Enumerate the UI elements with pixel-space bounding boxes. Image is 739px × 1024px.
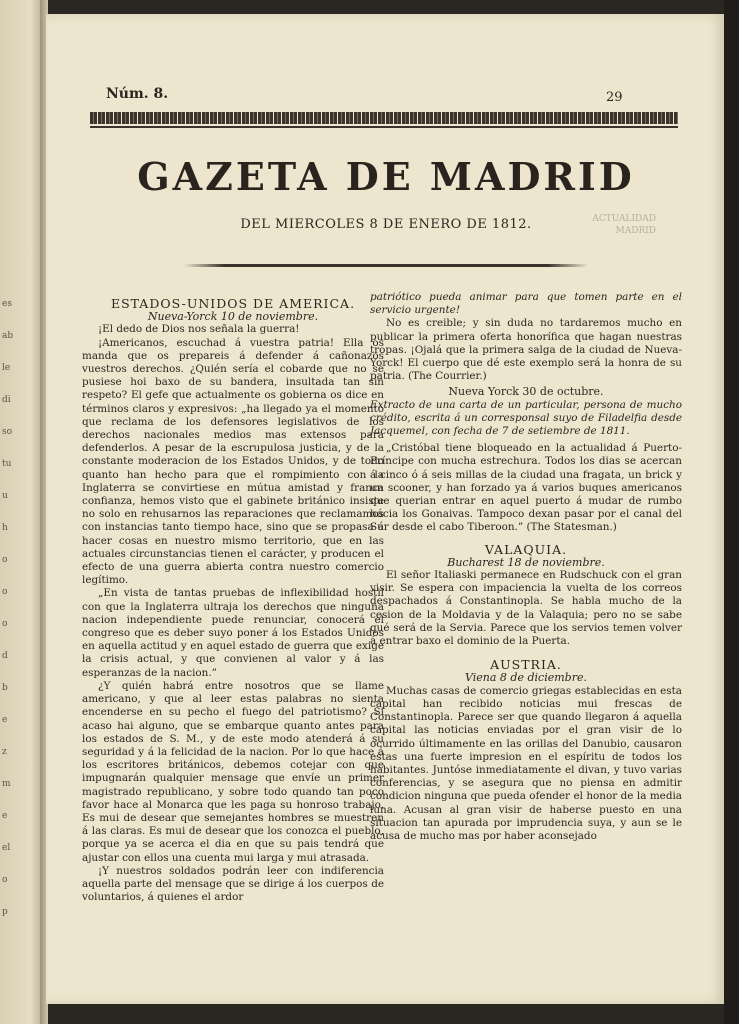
left-page-fragment: d — [2, 651, 8, 661]
paragraph: Muchas casas de comercio griegas establecidas en esta capital han recibido noticias mui frescas de Constantinopla. Parece ser que quando llegaron á aquella capital las noticias enviadas por el gran visir de lo ocurrido últimamente en las orillas del Danubio, causaron estas una fuerte impresion en el espíritu de todos los habitantes. Juntóse inmediatamente el divan, y tuvo varias conferencias, y se asegura que no piensa en admitir condicion ninguna que pueda ofender el honor de la media luna. Acusan al gran visir de haberse puesto en una situacion tan apurada por imprudencia suya, y aun se le acusa de mucho mas por haber aconsejado — [370, 684, 682, 842]
left-page-fragment: so — [2, 427, 13, 437]
paragraph: „Cristóbal tiene bloqueado en la actualidad á Puerto-Príncipe con mucha estrechura. Todos los dias se acercan á cinco ó á seis millas de la ciudad una fragata, un brick y un scooner, y han forzado ya á varios buques americanos que querian entrar en aquel puerto á mudar de rumbo hácia los Gonaivas. Tampoco dexan pasar por el canal del Sur desde el cabo Tiberoon.” (The Statesman.) — [370, 442, 682, 534]
paragraph: ¡El dedo de Dios nos señala la guerra! — [98, 323, 300, 336]
background-edge — [724, 0, 739, 1024]
left-page-fragment: ab — [2, 331, 14, 341]
masthead-title: GAZETA DE MADRID — [137, 154, 635, 199]
header-separator — [184, 264, 588, 267]
newspaper-page — [46, 14, 724, 1004]
left-page-fragment: z — [2, 747, 7, 757]
dateline-sub: Viena 8 de diciembre. — [465, 671, 587, 685]
column-left — [82, 297, 384, 904]
left-page-fragment: le — [2, 363, 11, 373]
left-page-fragment: o — [2, 587, 8, 597]
library-stamp — [566, 214, 656, 237]
left-page-fragment: o — [2, 875, 8, 885]
left-page-fragment: o — [2, 619, 8, 629]
dateline: DEL MIERCOLES 8 DE ENERO DE 1812. — [240, 217, 532, 232]
paragraph: ¿Y quién habrá entre nosotros que se llame americano, y que al leer estas palabras no sienta encenderse en su pecho el fuego del patriotismo? Si acaso hai alguno, que se embarque quanto antes para los estados de S. M., y de este modo atenderá á su seguridad y á la felicidad de la nacion. Por lo que hace á los escritores británicos, debemos cotejar con que impugnarán qualquier mensage que envíe un primer magistrado republicano, y sobre todo quando tan poco favor hace al Monarca que les paga su honroso trabajo. Es mui de desear que semejantes hombres se muestren á las claras. Es mui de desear que los conozca el pueblo, porque ya se acerca el dia en que su pais tendrá que ajustar con ellos una cuenta mui larga y mui atrasada. — [82, 679, 384, 864]
left-page-fragment: m — [2, 779, 11, 789]
left-page-fragment: h — [2, 523, 8, 533]
left-page-fragment: o — [2, 555, 8, 565]
paragraph: El señor Italiaski permanece en Rudschuck con el gran visir. Se espera con impaciencia la vuelta de los correos despachados á Constantinopla. Se habla mucho de la cesion de la Moldavia y de la Valaquia; pero no se sabe qué será de la Servia. Parece que los servios temen volver á entrar baxo el dominio de la Puerta. — [370, 569, 682, 648]
paragraph-continued: patriótico pueda animar para que tomen parte en el servicio urgente! — [370, 291, 682, 317]
stamp-line: MADRID — [615, 225, 656, 236]
left-page-fragment: u — [2, 491, 8, 501]
left-page-fragment: e — [2, 715, 8, 725]
left-page-fragment: es — [2, 299, 12, 309]
paragraph: No es creible; y sin duda no tardaremos mucho en publicar la primera oferta honorífica que hagan nuestras tropas. ¡Ojalá que la primera salga de la ciudad de Nueva-Yorck! El cuerpo que dé este exemplo será la honra de su patria. (The Courrier.) — [370, 317, 682, 383]
left-page-fragment: p — [2, 907, 8, 917]
stamp-line: ACTUALIDAD — [592, 214, 656, 224]
paragraph: ¡Americanos, escuchad á vuestra patria! Ella os manda que os prepareis á defender á cañonazos vuestros derechos. ¿Quién sería el cobarde que no se pusiese hoi baxo de su bandera, insultada tan sin respeto? El gefe que actualmente os gobierna os dice en términos claros y expresivos: „ha llegado ya el momento que reclama de los defensores legislativos de los derechos nacionales medios mas extensos para defenderlos. A pesar de la escrupulosa justicia, y de la constante moderacion de los Estados Unidos, y de todo quanto han hecho para que el rompimiento con la Inglaterra se convirtiese en mútua amistad y franca confianza, hemos visto que el gabinete británico insiste no solo en rehusarnos las reparaciones que reclamamos con instancias tanto tiempo hace, sino que se propasa á hacer cosas en nuestro mismo territorio, que en las actuales circunstancias tienen el carácter, y producen el efecto de una guerra abierta contra nuestro comercio legítimo. — [82, 336, 384, 587]
dateline-sub: Nueva-Yorck 10 de noviembre. — [147, 310, 319, 324]
paragraph: „En vista de tantas pruebas de inflexibilidad hostil con que la Inglaterra ultraja los derechos que ninguna nacion independiente puede renunciar, conocerá el congreso que es deber suyo poner á los Estados Unidos en aquella actitud y en aquel estado de guerra que exige la crisis actual, y que convienen al valor y á las esperanzas de la nacion.” — [82, 587, 384, 679]
issue-number: Núm. 8. — [106, 86, 169, 102]
left-page-edge — [0, 0, 44, 1024]
paragraph: ¡Y nuestros soldados podrán leer con indiferencia aquella parte del mensage que se dirige á los cuerpos de voluntarios, á quienes el ardor — [82, 864, 384, 904]
left-page-fragment: e — [2, 811, 8, 821]
ornamental-rule — [90, 112, 678, 124]
left-page-fragment: tu — [2, 459, 12, 469]
left-page-fragment: di — [2, 395, 11, 405]
section-heading: ESTADOS-UNIDOS DE AMERICA. — [110, 296, 356, 311]
rule-line — [90, 126, 678, 128]
column-right — [370, 291, 682, 843]
section-heading-austria: AUSTRIA. — [490, 657, 562, 673]
section-heading-valaquia: VALAQUIA. — [484, 541, 568, 557]
dateline-sub: Nueva Yorck 30 de octubre. — [448, 385, 604, 399]
dateline-sub: Bucharest 18 de noviembre. — [447, 555, 605, 569]
left-page-fragment: b — [2, 683, 8, 693]
left-page-fragment: el — [2, 843, 11, 853]
extract-heading: Extracto de una carta de un particular, persona de mucho crédito, escrita á un corresponsal suyo de Filadelfia desde Jacquemel, con fecha de 7 de setiembre de 1811. — [370, 398, 682, 438]
page-number: 29 — [606, 90, 623, 105]
